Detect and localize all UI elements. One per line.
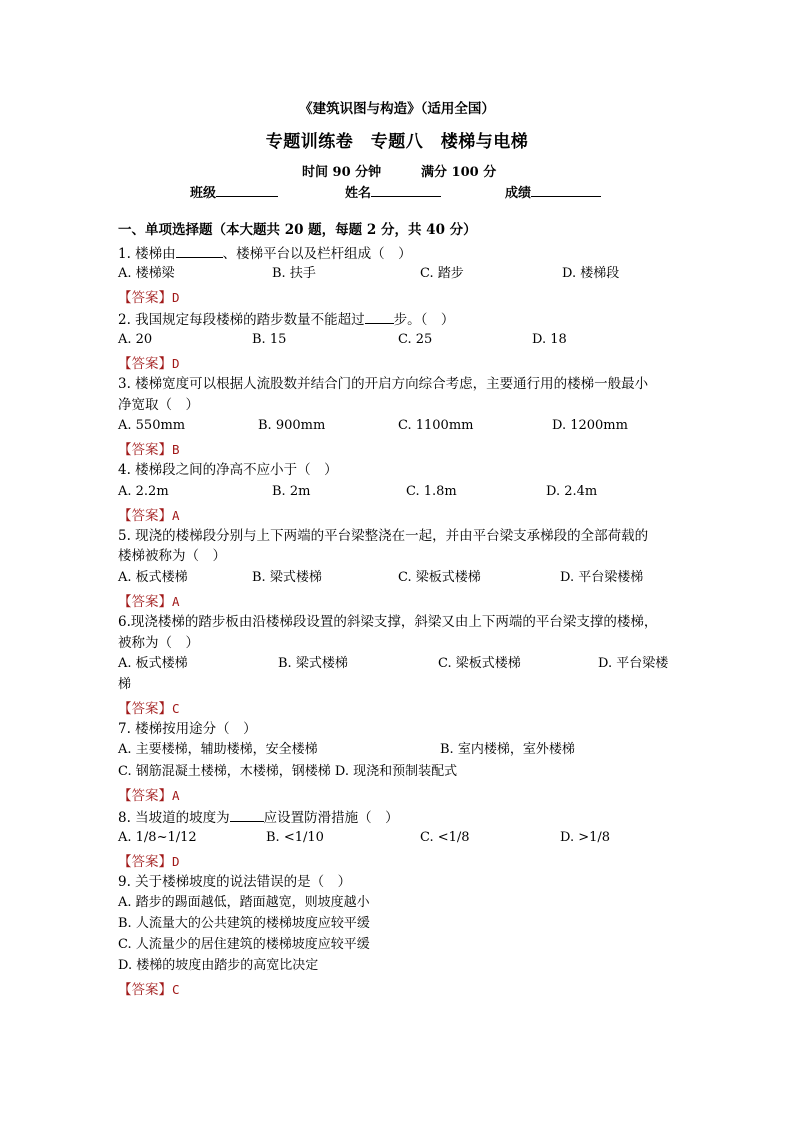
question-8-option-c[interactable]: C. <1/8 (420, 830, 470, 845)
question-3-option-b[interactable]: B. 900mm (258, 418, 326, 433)
question-6-stem-line-2: 被称为（ ） (118, 635, 199, 651)
exam-title: 专题训练卷 专题八 楼梯与电梯 (265, 132, 529, 152)
question-9-stem: 9. 关于楼梯坡度的说法错误的是（ ） (118, 874, 352, 890)
question-2-option-c[interactable]: C. 25 (398, 332, 433, 347)
question-5-stem-line-2: 楼梯被称为（ ） (118, 548, 226, 564)
question-2-option-a[interactable]: A. 20 (118, 332, 153, 347)
question-1-answer: 【答案】D (118, 290, 180, 306)
name-label: 姓名 (345, 186, 372, 201)
question-8-blank (230, 807, 264, 822)
question-4-stem: 4. 楼梯段之间的净高不应小于（ ） (118, 462, 338, 478)
question-3-option-c[interactable]: C. 1100mm (398, 418, 474, 433)
question-4-answer: 【答案】A (118, 508, 180, 524)
question-9-option-b[interactable]: B. 人流量大的公共建筑的楼梯坡度应较平缓 (118, 916, 370, 931)
question-4-option-a[interactable]: A. 2.2m (118, 484, 169, 499)
question-5-option-b[interactable]: B. 梁式楼梯 (252, 570, 322, 585)
section-title: 一、单项选择题（本大题共 20 题，每题 2 分，共 40 分） (118, 222, 477, 238)
question-7-option-cd[interactable]: C. 钢筋混凝土楼梯，木楼梯，钢楼梯 D. 现浇和预制装配式 (118, 764, 458, 779)
question-6-answer: 【答案】C (118, 701, 180, 717)
name-blank[interactable] (371, 182, 441, 197)
question-2-option-d[interactable]: D. 18 (532, 332, 567, 347)
question-5-option-d[interactable]: D. 平台梁楼梯 (560, 570, 644, 585)
question-6-option-c[interactable]: C. 梁板式楼梯 (438, 656, 521, 671)
question-2-blank (365, 309, 394, 324)
grade-blank[interactable] (531, 182, 601, 197)
question-2-stem: 2. 我国规定每段楼梯的踏步数量不能超过 步。（ ） (118, 309, 454, 329)
question-8-stem: 8. 当坡道的坡度为 应设置防滑措施（ ） (118, 807, 399, 827)
question-7-answer: 【答案】A (118, 788, 180, 804)
question-1-stem: 1. 楼梯由 、楼梯平台以及栏杆组成（ ） (118, 243, 412, 263)
question-6-option-d[interactable]: D. 平台梁楼 (598, 656, 669, 671)
grade-label: 成绩 (505, 186, 532, 201)
question-5-stem-line-1: 5. 现浇的楼梯段分别与上下两端的平台梁整浇在一起，并由平台梁支承梯段的全部荷载的 (118, 528, 649, 544)
class-field[interactable] (190, 182, 278, 201)
question-1-option-c[interactable]: C. 踏步 (420, 266, 464, 281)
question-1-option-b[interactable]: B. 扶手 (272, 266, 316, 281)
question-8-option-b[interactable]: B. <1/10 (266, 830, 324, 845)
exam-time: 时间 90 分钟 (302, 165, 382, 180)
class-label: 班级 (190, 186, 217, 201)
question-6-option-d-wrap: 梯 (118, 677, 132, 692)
question-3-option-d[interactable]: D. 1200mm (552, 418, 628, 433)
question-6-stem-line-1: 6.现浇楼梯的踏步板由沿楼梯段设置的斜梁支撑，斜梁又由上下两端的平台梁支撑的楼梯， (118, 614, 658, 630)
question-2-option-b[interactable]: B. 15 (252, 332, 287, 347)
question-8-option-d[interactable]: D. >1/8 (560, 830, 611, 845)
question-9-answer: 【答案】C (118, 982, 180, 998)
question-8-option-a[interactable]: A. 1/8~1/12 (118, 830, 197, 845)
question-7-option-b[interactable]: B. 室内楼梯，室外楼梯 (440, 742, 575, 757)
question-4-option-d[interactable]: D. 2.4m (546, 484, 598, 499)
question-9-option-c[interactable]: C. 人流量少的居住建筑的楼梯坡度应较平缓 (118, 937, 370, 952)
question-6-option-a[interactable]: A. 板式楼梯 (118, 656, 188, 671)
question-1-option-a[interactable]: A. 楼梯梁 (118, 266, 175, 281)
question-3-option-a[interactable]: A. 550mm (118, 418, 186, 433)
name-field[interactable] (345, 182, 441, 201)
question-4-option-c[interactable]: C. 1.8m (406, 484, 457, 499)
question-9-option-a[interactable]: A. 踏步的踢面越低，踏面越宽，则坡度越小 (118, 895, 370, 910)
question-9-option-d[interactable]: D. 楼梯的坡度由踏步的高宽比决定 (118, 958, 319, 973)
question-3-stem-line-1: 3. 楼梯宽度可以根据人流股数并结合门的开启方向综合考虑，主要通行用的楼梯一般最小 (118, 376, 649, 392)
class-blank[interactable] (216, 182, 278, 197)
exam-score: 满分 100 分 (421, 165, 497, 180)
question-5-answer: 【答案】A (118, 594, 180, 610)
question-8-answer: 【答案】D (118, 854, 180, 870)
question-3-answer: 【答案】B (118, 442, 180, 458)
question-5-option-c[interactable]: C. 梁板式楼梯 (398, 570, 481, 585)
question-7-option-a[interactable]: A. 主要楼梯，辅助楼梯，安全楼梯 (118, 742, 318, 757)
grade-field[interactable] (505, 182, 601, 201)
question-4-option-b[interactable]: B. 2m (272, 484, 311, 499)
question-3-stem-line-2: 净宽取（ ） (118, 397, 199, 413)
question-1-blank (176, 243, 223, 258)
question-7-stem: 7. 楼梯按用途分（ ） (118, 721, 257, 737)
question-1-option-d[interactable]: D. 楼梯段 (562, 266, 620, 281)
book-title: 《建筑识图与构造》（适用全国） (299, 101, 495, 117)
question-2-answer: 【答案】D (118, 356, 180, 372)
question-5-option-a[interactable]: A. 板式楼梯 (118, 570, 188, 585)
question-6-option-b[interactable]: B. 梁式楼梯 (278, 656, 348, 671)
